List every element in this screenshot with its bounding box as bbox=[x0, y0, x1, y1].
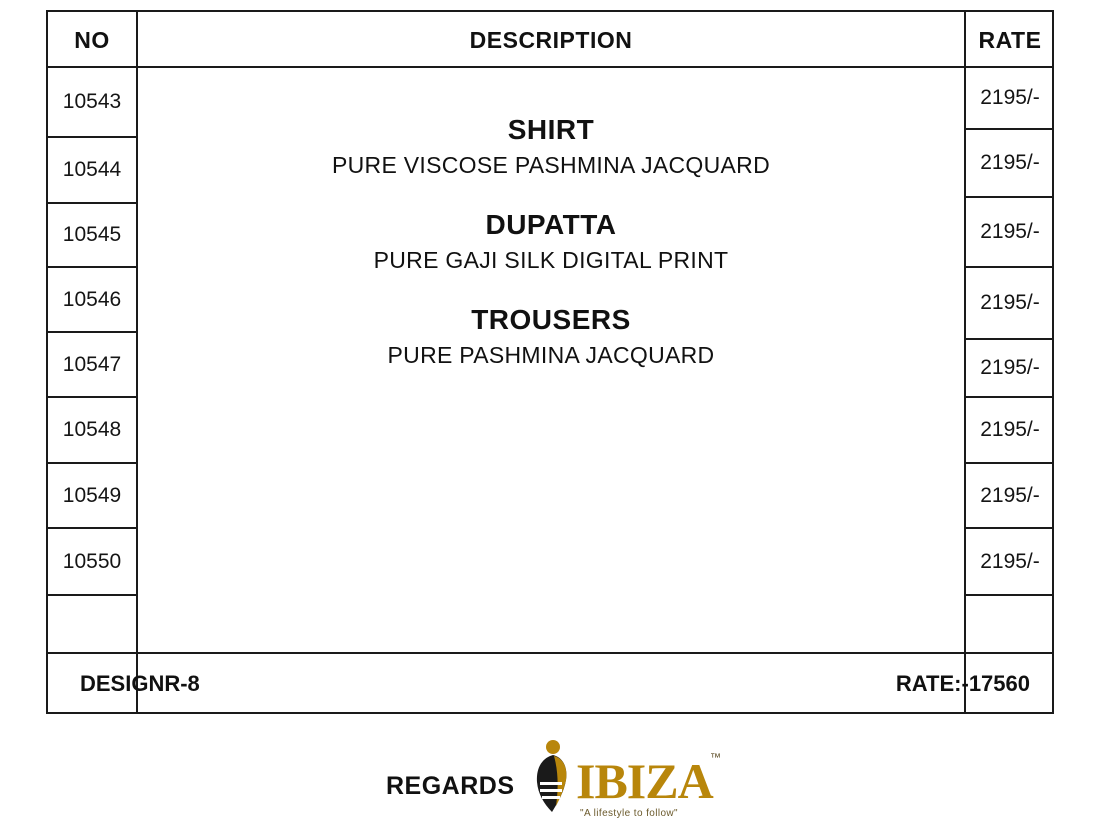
table-header-row bbox=[48, 12, 1052, 68]
product-table bbox=[46, 10, 1054, 714]
table-body bbox=[48, 68, 1052, 656]
no-column bbox=[48, 68, 136, 656]
brand-logo bbox=[524, 732, 734, 824]
table-row: 10545 bbox=[48, 204, 136, 268]
table-row: 2195/- bbox=[966, 68, 1054, 130]
table-row: 2195/- bbox=[966, 198, 1054, 268]
description-detail-dupatta: PURE GAJI SILK DIGITAL PRINT bbox=[373, 247, 729, 273]
design-label: DESIGNR-8 bbox=[80, 671, 200, 696]
table-row bbox=[966, 596, 1054, 656]
brand-tagline: "A lifestyle to follow" bbox=[580, 808, 679, 819]
table-row: 2195/- bbox=[966, 130, 1054, 198]
description-detail-trousers: PURE PASHMINA JACQUARD bbox=[387, 342, 715, 368]
table-row: 10548 bbox=[48, 398, 136, 464]
column-header-rate: RATE bbox=[978, 27, 1042, 53]
description-block bbox=[138, 114, 964, 369]
table-row: 10547 bbox=[48, 333, 136, 398]
description-heading-shirt: SHIRT bbox=[507, 114, 595, 145]
table-row: 2195/- bbox=[966, 398, 1054, 464]
table-row: 2195/- bbox=[966, 268, 1054, 340]
footer bbox=[0, 726, 1100, 825]
table-row: 2195/- bbox=[966, 340, 1054, 398]
table-row: 2195/- bbox=[966, 464, 1054, 529]
table-row: 2195/- bbox=[966, 529, 1054, 596]
description-column bbox=[138, 68, 964, 656]
ibiza-figure-icon bbox=[528, 738, 574, 816]
table-row: 10546 bbox=[48, 268, 136, 333]
brand-name: IBIZA bbox=[576, 753, 713, 809]
rate-column bbox=[966, 68, 1054, 656]
table-row: 10549 bbox=[48, 464, 136, 529]
trademark-symbol: ™ bbox=[710, 752, 721, 764]
table-row: 10543 bbox=[48, 68, 136, 138]
description-heading-dupatta: DUPATTA bbox=[485, 209, 617, 240]
regards-label: REGARDS bbox=[386, 772, 515, 800]
column-header-description: DESCRIPTION bbox=[469, 27, 633, 53]
description-detail-shirt: PURE VISCOSE PASHMINA JACQUARD bbox=[332, 152, 770, 178]
table-row bbox=[48, 596, 136, 656]
total-rate-label: RATE:-17560 bbox=[895, 671, 1030, 696]
column-header-no: NO bbox=[74, 27, 110, 53]
table-row: 10550 bbox=[48, 529, 136, 596]
summary-row bbox=[48, 652, 1052, 712]
description-heading-trousers: TROUSERS bbox=[471, 304, 631, 335]
table-row: 10544 bbox=[48, 138, 136, 204]
